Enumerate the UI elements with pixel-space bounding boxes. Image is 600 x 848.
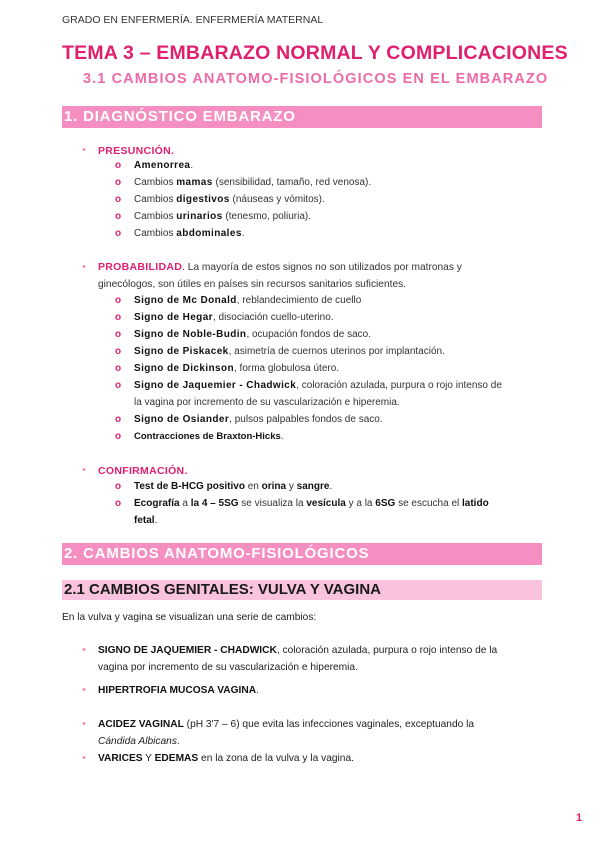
list-item-continuation: vagina por incremento de su vascularización e hiperemia.: [98, 662, 358, 673]
list-item: o Signo de Mc Donald, reblandecimiento de cuello: [115, 295, 362, 306]
bullet-dot-icon: •: [82, 261, 86, 273]
page-title: TEMA 3 – EMBARAZO NORMAL Y COMPLICACIONES: [62, 42, 568, 64]
circle-o-icon: o: [115, 177, 122, 188]
list-item: o Ecografía a la 4 – 5SG se visualiza la vesícula y a la 6SG se escucha el latido: [115, 498, 489, 509]
list-item-continuation: Cándida Albicans.: [98, 736, 180, 747]
bullet-dot-icon: •: [82, 644, 86, 656]
list-item: o Cambios mamas (sensibilidad, tamaño, red venosa).: [115, 177, 372, 188]
section-heading-text: 2. CAMBIOS ANATOMO-FISIOLÓGICOS: [64, 545, 370, 562]
list-item: o Signo de Osiander, pulsos palpables fondos de saco.: [115, 414, 383, 425]
section-heading-diagnostico: [62, 106, 542, 128]
list-item: o Signo de Jaquemier - Chadwick, coloración azulada, purpura o rojo intenso de: [115, 380, 502, 391]
subsection-heading-genitales: [62, 580, 542, 600]
circle-o-icon: o: [115, 431, 122, 442]
circle-o-icon: o: [115, 295, 122, 306]
subsection-heading-text: 2.1 CAMBIOS GENITALES: VULVA Y VAGINA: [64, 581, 381, 598]
document-header: GRADO EN ENFERMERÍA. ENFERMERÍA MATERNAL: [62, 14, 324, 26]
circle-o-icon: o: [115, 228, 122, 239]
list-item: HIPERTROFIA MUCOSA VAGINA.: [98, 685, 259, 696]
probabilidad-label: PROBABILIDAD: [98, 261, 183, 273]
page-number: 1: [576, 812, 583, 824]
bullet-dot-icon: •: [82, 752, 86, 764]
list-item: o Signo de Dickinson, forma globulosa útero.: [115, 363, 340, 374]
circle-o-icon: o: [115, 312, 122, 323]
list-item: o Signo de Hegar, disociación cuello-uterino.: [115, 312, 334, 323]
list-item: ACIDEZ VAGINAL (pH 3'7 – 6) que evita las infecciones vaginales, exceptuando la: [98, 719, 475, 730]
circle-o-icon: o: [115, 160, 122, 171]
intro-paragraph: En la vulva y vagina se visualizan una serie de cambios:: [62, 612, 317, 623]
list-item: o Cambios abdominales.: [115, 228, 245, 239]
circle-o-icon: o: [115, 363, 122, 374]
circle-o-icon: o: [115, 346, 122, 357]
circle-o-icon: o: [115, 194, 122, 205]
bullet-dot-icon: •: [82, 718, 86, 730]
confirmacion-label: CONFIRMACIÓN.: [98, 465, 188, 477]
list-item: o Cambios digestivos (náuseas y vómitos).: [115, 194, 325, 205]
list-item: o Signo de Noble-Budin, ocupación fondos de saco.: [115, 329, 371, 340]
section-heading-text: 1. DIAGNÓSTICO EMBARAZO: [64, 108, 296, 125]
list-item: o Test de B-HCG positivo en orina y sangre.: [115, 481, 333, 492]
list-item: SIGNO DE JAQUEMIER - CHADWICK, coloración azulada, purpura o rojo intenso de la: [98, 645, 498, 656]
circle-o-icon: o: [115, 498, 122, 509]
circle-o-icon: o: [115, 380, 122, 391]
list-item-continuation: la vagina por incremento de su vascularización e hiperemia.: [134, 397, 400, 408]
probabilidad-paragraph: PROBABILIDAD. La mayoría de estos signos no son utilizados por matronas y ginecólogos, son útiles en países sin recursos sanitarios suficientes.: [98, 261, 462, 290]
section-heading-cambios: [62, 543, 542, 565]
bullet-dot-icon: •: [82, 464, 86, 476]
list-item: o Signo de Piskacek, asimetría de cuernos uterinos por implantación.: [115, 346, 445, 357]
presuncion-label: PRESUNCIÓN.: [98, 145, 175, 157]
list-item: o Cambios urinarios (tenesmo, poliuria).: [115, 211, 312, 222]
circle-o-icon: o: [115, 414, 122, 425]
list-item: o Contracciones de Braxton-Hicks.: [115, 431, 284, 442]
list-item: o Amenorrea.: [115, 160, 194, 171]
circle-o-icon: o: [115, 329, 122, 340]
circle-o-icon: o: [115, 481, 122, 492]
bullet-dot-icon: •: [82, 684, 86, 696]
page-subtitle: 3.1 CAMBIOS ANATOMO-FISIOLÓGICOS EN EL EMBARAZO: [83, 71, 549, 87]
list-item-continuation: fetal.: [134, 515, 158, 526]
bullet-dot-icon: •: [82, 144, 86, 156]
list-item: VARICES Y EDEMAS en la zona de la vulva y la vagina.: [98, 753, 354, 764]
circle-o-icon: o: [115, 211, 122, 222]
